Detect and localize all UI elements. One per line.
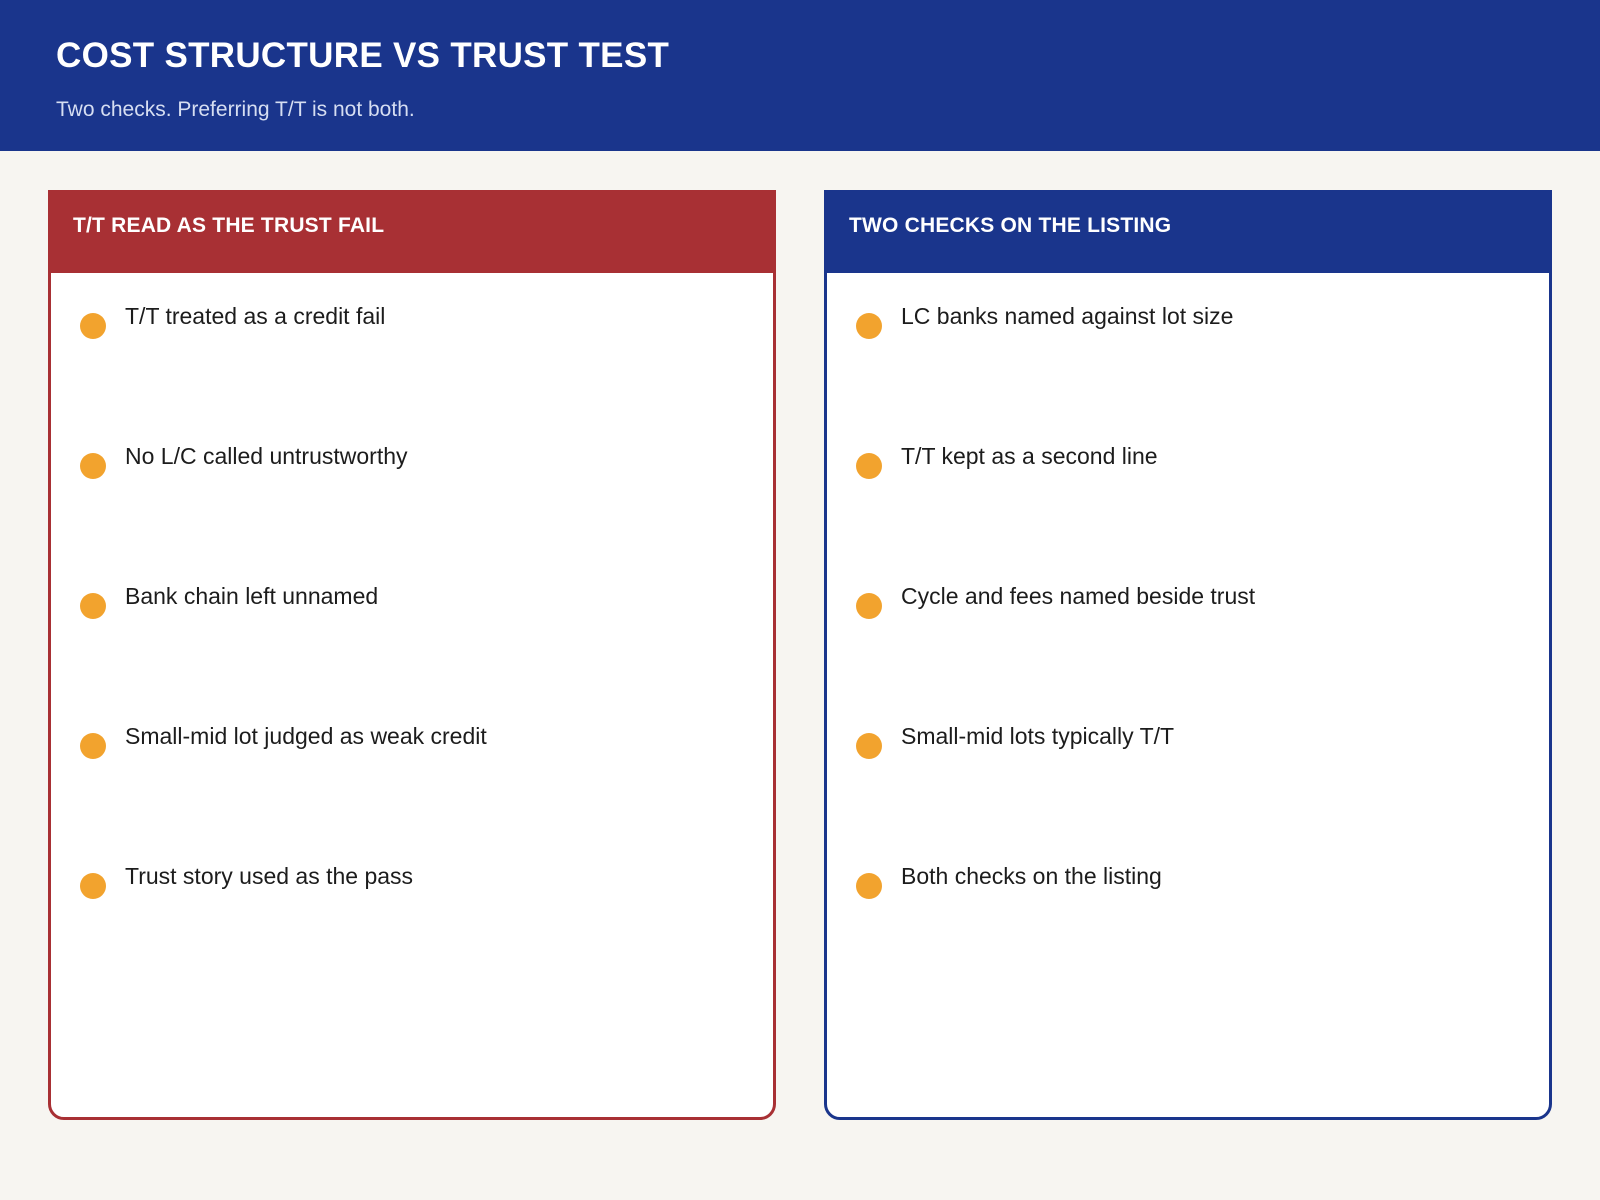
list-item-text: Small-mid lots typically T/T <box>901 723 1175 749</box>
list-item <box>51 833 773 893</box>
bullet-dot-icon <box>80 593 106 619</box>
header-banner <box>0 0 1600 151</box>
list-item <box>827 553 1549 613</box>
bullet-dot-icon <box>856 313 882 339</box>
page-subtitle: Two checks. Preferring T/T is not both. <box>56 98 415 121</box>
list-item <box>51 693 773 753</box>
list-item <box>51 553 773 613</box>
list-item <box>827 833 1549 893</box>
list-item-text: Cycle and fees named beside trust <box>901 583 1256 609</box>
list-item-text: Both checks on the listing <box>901 863 1162 889</box>
list-item <box>827 693 1549 753</box>
list-item <box>827 413 1549 473</box>
bullet-dot-icon <box>856 733 882 759</box>
panel-header <box>827 193 1549 273</box>
list-item-text: No L/C called untrustworthy <box>125 443 408 469</box>
list-item-text: LC banks named against lot size <box>901 303 1234 329</box>
list-item <box>51 413 773 473</box>
bullet-dot-icon <box>856 873 882 899</box>
bullet-dot-icon <box>80 873 106 899</box>
panel-title: T/T READ AS THE TRUST FAIL <box>73 214 385 237</box>
list-item-text: Small-mid lot judged as weak credit <box>125 723 487 749</box>
panel-header <box>51 193 773 273</box>
bullet-dot-icon <box>80 313 106 339</box>
panel-title: TWO CHECKS ON THE LISTING <box>849 214 1172 237</box>
list-item-text: Trust story used as the pass <box>125 863 414 889</box>
bullet-dot-icon <box>856 453 882 479</box>
list-item-text: T/T treated as a credit fail <box>125 303 386 329</box>
bullet-dot-icon <box>80 733 106 759</box>
bullet-dot-icon <box>856 593 882 619</box>
list-item-text: Bank chain left unnamed <box>125 583 379 609</box>
panel-two-checks <box>824 190 1552 1120</box>
panel-trust-fail <box>48 190 776 1120</box>
page-title: COST STRUCTURE VS TRUST TEST <box>56 36 670 75</box>
list-item <box>51 273 773 333</box>
bullet-dot-icon <box>80 453 106 479</box>
list-item-text: T/T kept as a second line <box>901 443 1158 469</box>
list-item <box>827 273 1549 333</box>
